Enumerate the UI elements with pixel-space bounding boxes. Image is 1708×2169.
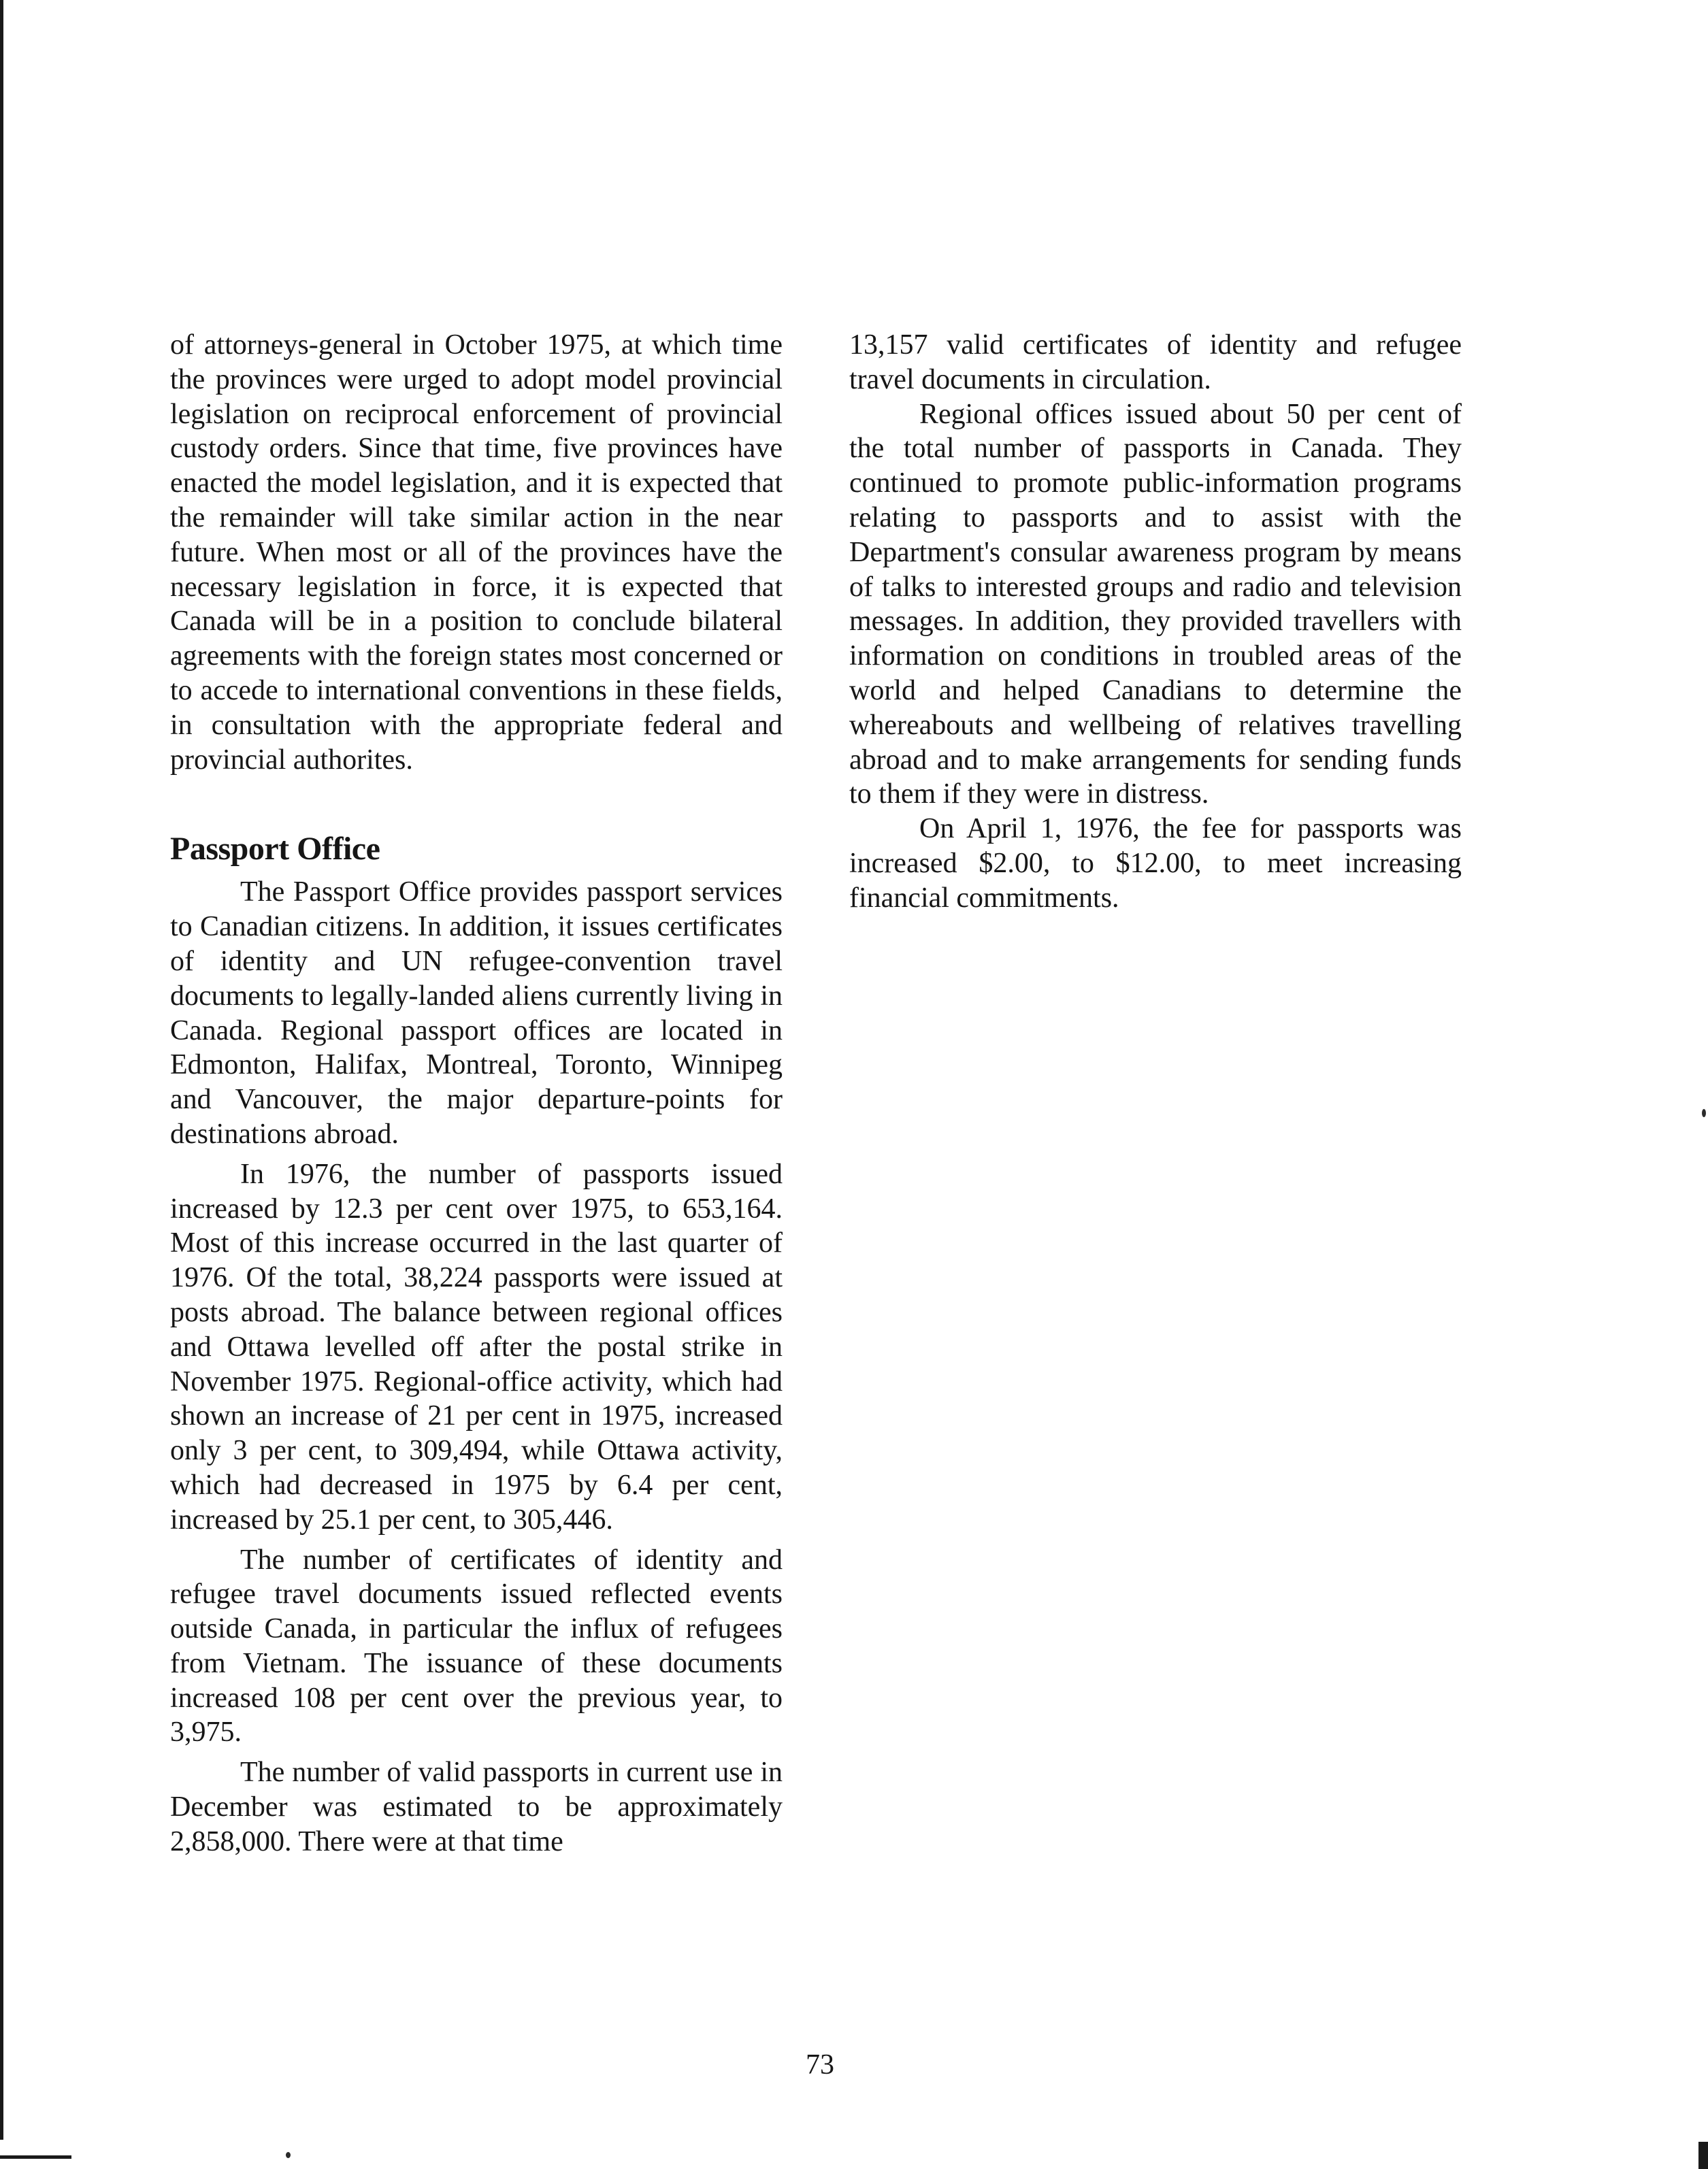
scan-binding-edge	[0, 0, 3, 2140]
left-column	[170, 328, 783, 1859]
page-number: 73	[806, 2049, 834, 2081]
right-column	[849, 328, 1462, 916]
scan-speck	[286, 2152, 291, 2158]
section-heading: Passport Office	[170, 831, 380, 867]
scan-corner-mark	[1698, 2142, 1708, 2169]
scan-speck	[1702, 1109, 1706, 1117]
body-paragraph: In 1976, the number of passports issued increased by 12.3 per cent over 1975, to 653,164. Most of this increase occurred in the last quarter of 1976. Of the total, 38,224 passports were issued at posts abroad. The balance between regional offices and Ottawa levelled off after the postal strike in November 1975. Regional-office activity, which had shown an increase of 21 per cent in 1975, increased only 3 per cent, to 309,494, while Ottawa activity, which had decreased in 1975 by 6.4 per cent, increased by 25.1 per cent, to 305,446.	[170, 1158, 783, 1536]
intro-paragraph: of attorneys-general in October 1975, at which time the provinces were urged to adopt model provincial legislation on reciprocal enforcement of provincial custody orders. Since that time, five provinces have enacted the model legislation, and it is expected that the remainder will take similar action in the near future. When most or all of the provinces have the necessary legislation in force, it is expected that Canada will be in a position to conclude bilateral agreements with the foreign states most concerned or to accede to international conventions in these fields, in consultation with the appropriate federal and provincial authorites.	[170, 329, 783, 776]
scan-bottom-edge	[0, 2155, 71, 2159]
body-paragraph: The Passport Office provides passport services to Canadian citizens. In addition, it issues certificates of identity and UN refugee-convention travel documents to legally-landed aliens currently living in Canada. Regional passport offices are located in Edmonton, Halifax, Montreal, Toronto, Winnipeg and Vancouver, the major departure-points for destinations abroad.	[170, 876, 783, 1150]
continuation-paragraph: 13,157 valid certificates of identity and refugee travel documents in circulation.	[849, 329, 1462, 395]
body-paragraph: The number of certificates of identity and refugee travel documents issued reflected events outside Canada, in particular the influx of refugees from Vietnam. The issuance of these documents increased 108 per cent over the previous year, to 3,975.	[170, 1544, 783, 1749]
body-paragraph: Regional offices issued about 50 per cent of the total number of passports in Canada. They continued to promote public-information programs relating to passports and to assist with the Department's consular awareness program by means of talks to interested groups and radio and television messages. In addition, they provided travellers with information on conditions in troubled areas of the world and helped Canadians to determine the whereabouts and wellbeing of relatives travelling abroad and to make arrangements for sending funds to them if they were in distress.	[849, 398, 1462, 810]
body-paragraph: The number of valid passports in current use in December was estimated to be approximately 2,858,000. There were at that time	[170, 1757, 783, 1857]
body-paragraph: On April 1, 1976, the fee for passports was increased $2.00, to $12.00, to meet increasing financial commitments.	[849, 813, 1462, 914]
